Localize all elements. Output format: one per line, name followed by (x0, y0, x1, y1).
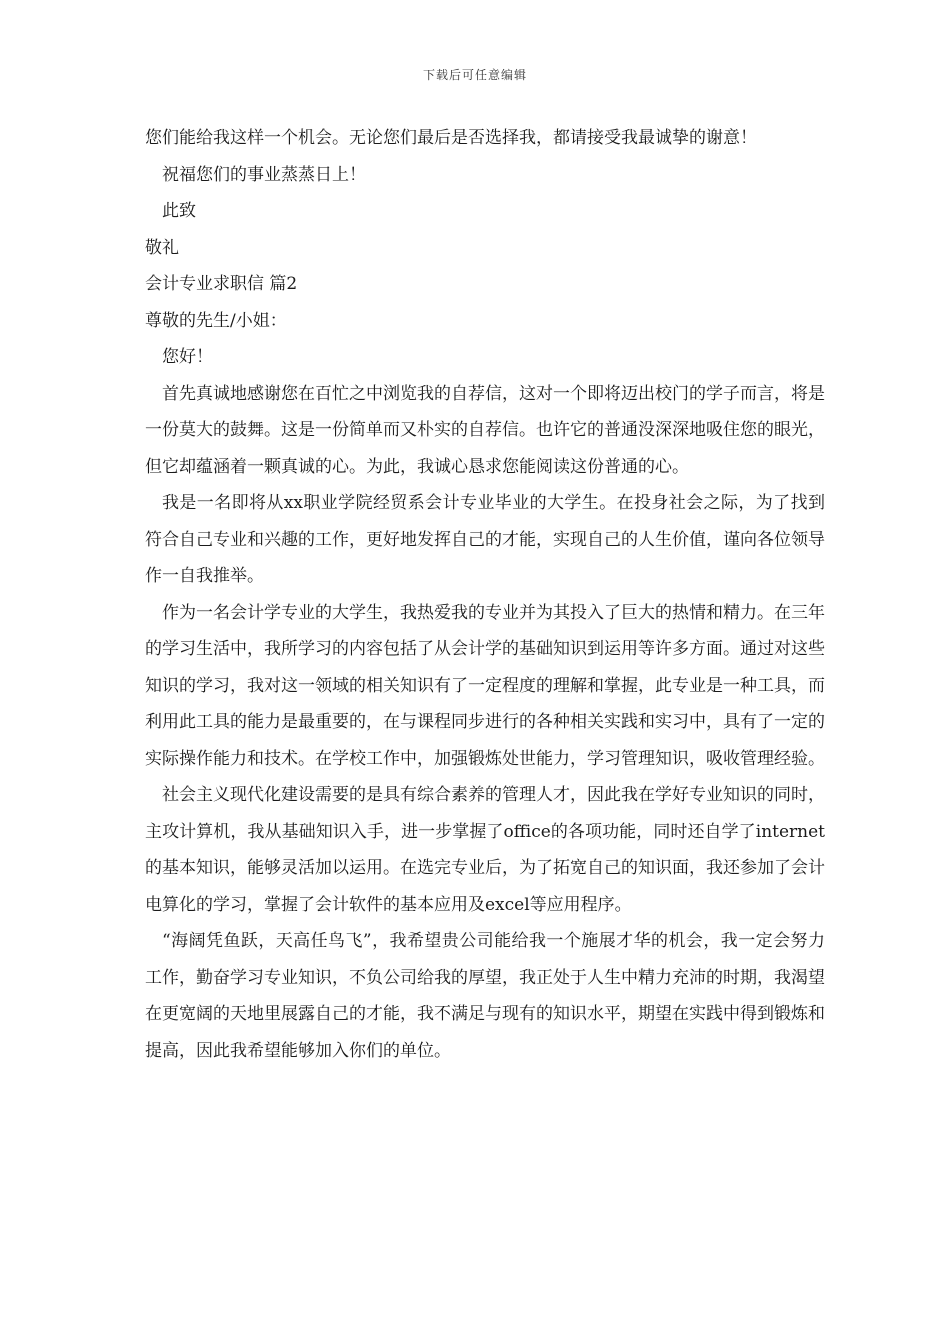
paragraph-skills: 社会主义现代化建设需要的是具有综合素养的管理人才，因此我在学好专业知识的同时，主攻计算机，我从基础知识入手，进一步掌握了office的各项功能，同时还自学了internet的基本知识，能够灵活加以运用。在选完专业后，为了拓宽自己的知识面，我还参加了会计电算化的学习，掌握了会计软件的基本应用及excel等应用程序。 (145, 785, 825, 915)
paragraph-salutation-jingli: 敬礼 (145, 237, 179, 258)
paragraph-salutation-cizhi: 此致 (162, 201, 196, 221)
paragraph-hello: 您好！ (162, 347, 213, 367)
document-body (145, 120, 825, 1069)
section-heading: 会计专业求职信 篇2 (145, 274, 298, 294)
paragraph-studies: 作为一名会计学专业的大学生，我热爱我的专业并为其投入了巨大的热情和精力。在三年的学习生活中，我所学习的内容包括了从会计学的基础知识到运用等许多方面。通过对这些知识的学习，我对这一领域的相关知识有了一定程度的理解和掌握，此专业是一种工具，而利用此工具的能力是最重要的，在与课程同步进行的各种相关实践和实习中，具有了一定的实际操作能力和技术。在学校工作中，加强锻炼处世能力，学习管理知识，吸收管理经验。 (145, 602, 825, 769)
paragraph-self-intro: 我是一名即将从xx职业学院经贸系会计专业毕业的大学生。在投身社会之际，为了找到符合自己专业和兴趣的工作，更好地发挥自己的才能，实现自己的人生价值，谨向各位领导作一自我推举。 (145, 493, 825, 586)
paragraph-blessing: 祝福您们的事业蒸蒸日上！ (162, 164, 366, 185)
paragraph-greeting-recipient: 尊敬的先生/小姐： (145, 310, 287, 331)
paragraph-aspiration: “海阔凭鱼跃，天高任鸟飞”，我希望贵公司能给我一个施展才华的机会，我一定会努力工作，勤奋学习专业知识，不负公司给我的厚望，我正处于人生中精力充沛的时期，我渴望在更宽阔的天地里展露自己的才能，我不满足与现有的知识水平，期望在实践中得到锻炼和提高，因此我希望能够加入你们的单位。 (145, 931, 825, 1061)
page-header: 下载后可任意编辑 (422, 68, 527, 82)
paragraph-intro: 首先真诚地感谢您在百忙之中浏览我的自荐信，这对一个即将迈出校门的学子而言，将是一份莫大的鼓舞。这是一份简单而又朴实的自荐信。也许它的普通没深深地吸住您的眼光，但它却蕴涵着一颗真诚的心。为此，我诚心恳求您能阅读这份普通的心。 (145, 383, 825, 477)
paragraph-closing-thanks: 您们能给我这样一个机会。无论您们最后是否选择我，都请接受我最诚挚的谢意！ (145, 128, 757, 148)
